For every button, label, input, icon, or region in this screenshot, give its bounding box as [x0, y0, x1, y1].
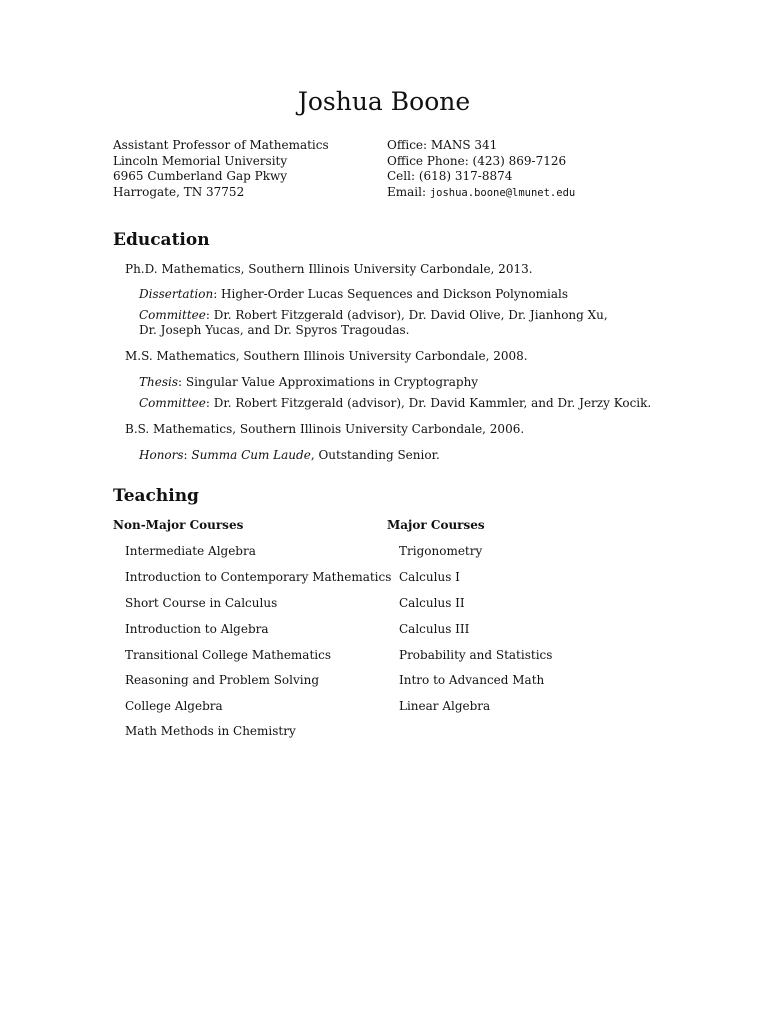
page-title: Joshua Boone — [297, 87, 471, 116]
major-courses-heading: Major Courses — [387, 518, 485, 532]
contact-email-label: Email: — [387, 185, 430, 200]
major-course: Calculus I — [399, 570, 460, 584]
contact-city: Harrogate, TN 37752 — [113, 185, 245, 200]
contact-office: Office: MANS 341 — [387, 138, 498, 152]
bs-honors — [139, 447, 440, 463]
contact-email-link[interactable]: joshua.boone@lmunet.edu — [429, 187, 576, 200]
contact-position: Assistant Professor of Mathematics — [113, 138, 329, 152]
major-course: Calculus II — [399, 596, 465, 610]
major-course: Intro to Advanced Math — [399, 673, 545, 687]
degree-phd: Ph.D. Mathematics, Southern Illinois University Carbondale, 2013. — [125, 262, 533, 276]
non-major-course: Introduction to Algebra — [125, 622, 269, 636]
major-course: Calculus III — [399, 622, 470, 636]
non-major-courses-heading: Non-Major Courses — [113, 518, 244, 532]
thesis-label: Thesis — [139, 375, 178, 389]
committee-label: Committee — [139, 308, 206, 322]
dissertation-label: Dissertation — [139, 287, 214, 301]
non-major-course: Transitional College Mathematics — [125, 648, 331, 662]
non-major-course: Intermediate Algebra — [125, 544, 256, 558]
non-major-course: Reasoning and Problem Solving — [125, 673, 320, 687]
contact-institution: Lincoln Memorial University — [113, 153, 288, 168]
committee-members: : Dr. Robert Fitzgerald (advisor), Dr. David Olive, Dr. Jianhong Xu, — [205, 308, 608, 322]
ms-thesis — [139, 374, 478, 390]
contact-street: 6965 Cumberland Gap Pkwy — [113, 169, 288, 184]
section-title-teaching: Teaching — [113, 486, 199, 506]
section-title-education: Education — [113, 230, 210, 250]
major-course: Linear Algebra — [399, 699, 491, 713]
non-major-course: College Algebra — [125, 699, 223, 713]
non-major-course: Math Methods in Chemistry — [125, 724, 296, 738]
contact-email-row — [387, 185, 575, 202]
honors-rest: , Outstanding Senior. — [310, 448, 440, 462]
committee-members: : Dr. Robert Fitzgerald (advisor), Dr. David Kammler, and Dr. Jerzy Kocik. — [205, 396, 652, 410]
non-major-course: Introduction to Contemporary Mathematics — [125, 570, 392, 584]
major-course: Probability and Statistics — [399, 648, 553, 662]
honors-separator: : — [183, 448, 192, 462]
phd-committee-continued: Dr. Joseph Yucas, and Dr. Spyros Tragoudas. — [139, 323, 410, 337]
dissertation-title: : Higher-Order Lucas Sequences and Dickson Polynomials — [213, 287, 568, 301]
phd-dissertation — [139, 286, 568, 302]
committee-label: Committee — [139, 396, 206, 410]
contact-cell: Cell: (618) 317-8874 — [387, 169, 513, 184]
non-major-course: Short Course in Calculus — [125, 596, 278, 610]
degree-bs: B.S. Mathematics, Southern Illinois University Carbondale, 2006. — [125, 422, 525, 436]
contact-info-block — [387, 138, 575, 202]
ms-committee — [139, 395, 651, 411]
honors-label: Honors — [139, 448, 184, 462]
thesis-title: : Singular Value Approximations in Cryptography — [178, 375, 479, 389]
contact-address-block — [113, 138, 329, 201]
phd-committee — [139, 307, 608, 323]
honors-distinction: Summa Cum Laude — [191, 448, 311, 462]
degree-ms: M.S. Mathematics, Southern Illinois University Carbondale, 2008. — [125, 349, 528, 363]
major-course: Trigonometry — [399, 544, 483, 558]
contact-office-phone: Office Phone: (423) 869-7126 — [387, 153, 567, 168]
